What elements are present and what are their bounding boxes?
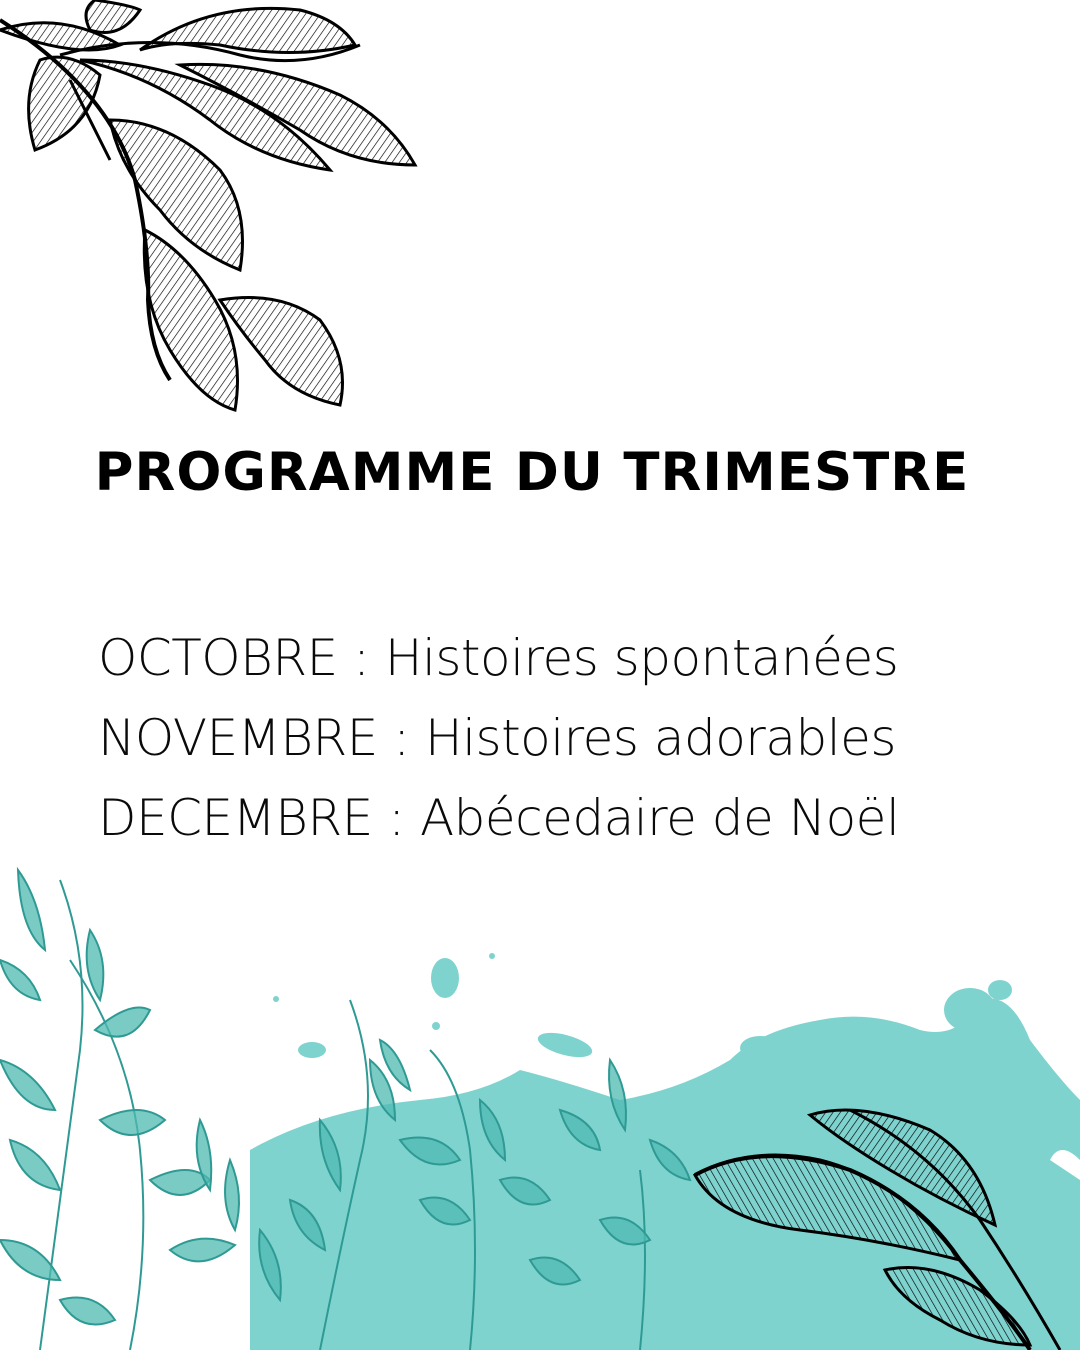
poster-title: PROGRAMME DU TRIMESTRE bbox=[94, 442, 970, 503]
month-label: NOVEMBRE bbox=[98, 709, 378, 767]
program-item-november: NOVEMBRE : Histoires adorables bbox=[98, 709, 896, 767]
theme-label: Histoires adorables bbox=[425, 709, 896, 767]
program-item-october: OCTOBRE : Histoires spontanées bbox=[98, 629, 899, 687]
program-item-december: DECEMBRE : Abécedaire de Noël bbox=[98, 789, 900, 847]
month-label: DECEMBRE bbox=[98, 789, 373, 847]
month-label: OCTOBRE bbox=[98, 629, 338, 687]
theme-label: Histoires spontanées bbox=[384, 629, 899, 687]
program-list bbox=[98, 618, 899, 858]
top-left-leaf-branch-illustration bbox=[0, 0, 415, 410]
theme-label: Abécedaire de Noël bbox=[419, 789, 900, 847]
